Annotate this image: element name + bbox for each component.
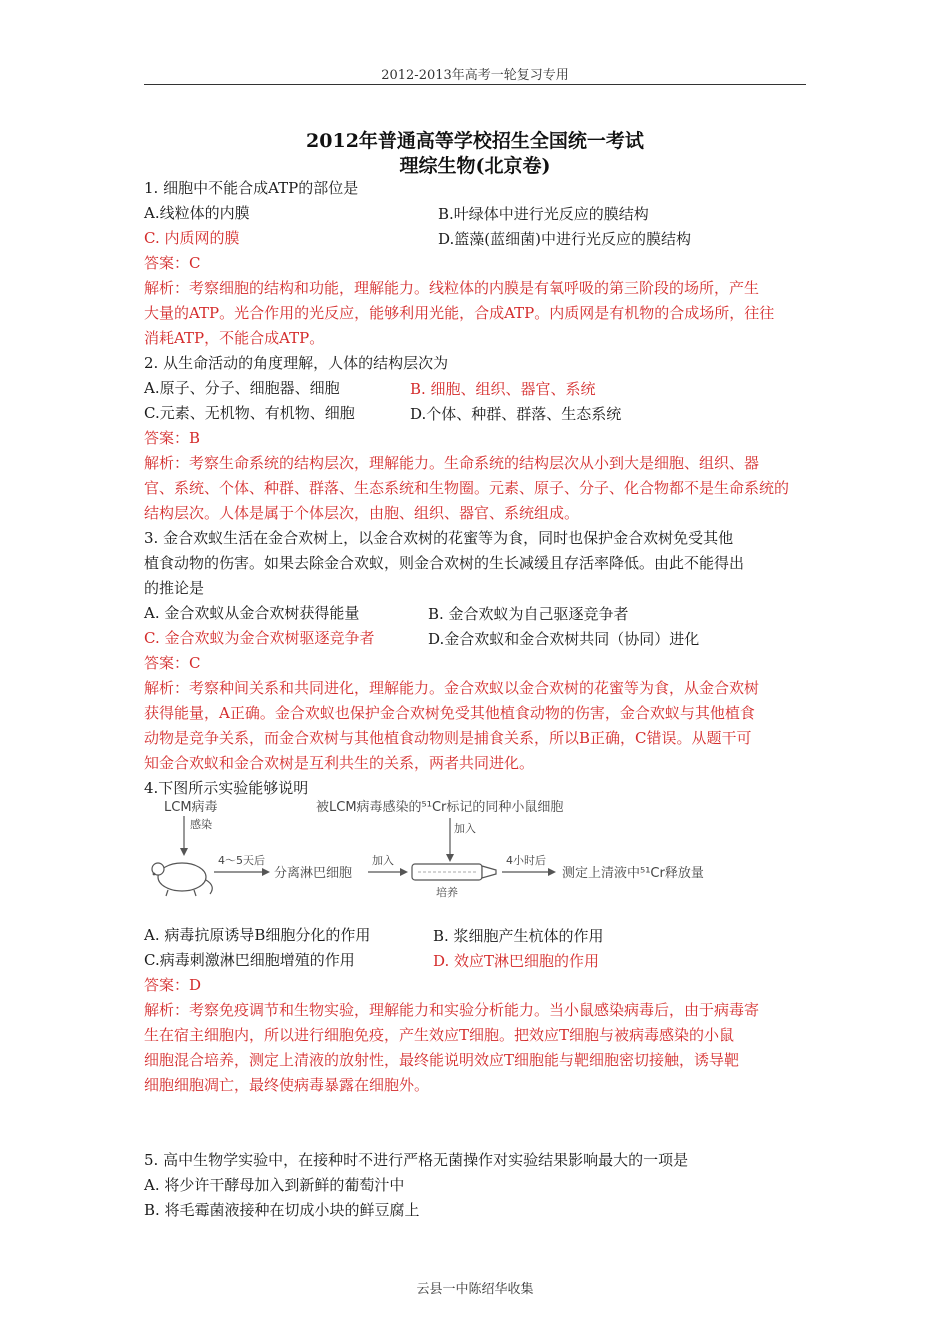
q1-answer: 答案：C bbox=[144, 254, 201, 272]
q1-option-b: B.叶绿体中进行光反应的膜结构 bbox=[438, 205, 649, 223]
q5-stem: 5. 高中生物学实验中，在接种时不进行严格无菌操作对实验结果影响最大的一项是 bbox=[144, 1151, 689, 1169]
q3-stem-1: 3. 金合欢蚁生活在金合欢树上，以金合欢树的花蜜等为食，同时也保护金合欢树免受其他 bbox=[144, 529, 734, 547]
q1-option-c: C. 内质网的膜 bbox=[144, 229, 240, 247]
q2-option-b: B. 细胞、组织、器官、系统 bbox=[410, 380, 596, 398]
q4-answer: 答案：D bbox=[144, 976, 202, 994]
fig-target-cell-label: 被LCM病毒感染的⁵¹Cr标记的同种小鼠细胞 bbox=[316, 800, 564, 815]
q2-option-a: A.原子、分子、细胞器、细胞 bbox=[144, 379, 340, 397]
q4-option-d: D. 效应T淋巴细胞的作用 bbox=[433, 952, 600, 970]
q1-explanation-2: 大量的ATP。光合作用的光反应，能够利用光能，合成ATP。内质网是有机物的合成场所，往往 bbox=[144, 304, 775, 322]
q4-option-c: C.病毒刺激淋巴细胞增殖的作用 bbox=[144, 951, 355, 969]
q4-stem: 4.下图所示实验能够说明 bbox=[144, 779, 309, 797]
q4-explanation-4: 细胞细胞凋亡，最终使病毒暴露在细胞外。 bbox=[144, 1076, 430, 1094]
header-rule bbox=[144, 84, 806, 85]
fig-add-label-v: 加入 bbox=[454, 822, 476, 835]
fig-culture-label: 培养 bbox=[436, 886, 458, 899]
q2-explanation-3: 结构层次。人体是属于个体层次，由胞、组织、器官、系统组成。 bbox=[144, 504, 580, 522]
mouse-icon bbox=[152, 863, 212, 896]
q4-option-a: A. 病毒抗原诱导B细胞分化的作用 bbox=[144, 926, 371, 944]
q1-stem: 1. 细胞中不能合成ATP的部位是 bbox=[144, 179, 359, 197]
q2-explanation-1: 解析：考察生命系统的结构层次，理解能力。生命系统的结构层次从小到大是细胞、组织、器 bbox=[144, 454, 760, 472]
page-header: 2012-2013年高考一轮复习专用 bbox=[381, 68, 569, 83]
fig-hours-label: 4小时后 bbox=[506, 854, 546, 867]
q2-option-d: D.个体、种群、群落、生态系统 bbox=[410, 405, 622, 423]
fig-measure-label: 测定上清液中⁵¹Cr释放量 bbox=[562, 866, 704, 881]
q3-explanation-4: 知金合欢蚁和金合欢树是互利共生的关系，两者共同进化。 bbox=[144, 754, 535, 772]
page-footer: 云县一中陈绍华收集 bbox=[416, 1282, 534, 1297]
fig-lymphocyte-label: 分离淋巴细胞 bbox=[274, 866, 353, 881]
test-tube-icon bbox=[412, 864, 496, 880]
q1-explanation-1: 解析：考察细胞的结构和功能，理解能力。线粒体的内膜是有氧呼吸的第三阶段的场所，产生 bbox=[144, 279, 760, 297]
q1-explanation-3: 消耗ATP，不能合成ATP。 bbox=[144, 329, 325, 347]
exam-title: 2012年普通高等学校招生全国统一考试 bbox=[306, 130, 644, 152]
q4-explanation-3: 细胞混合培养，测定上清液的放射性，最终能说明效应T细胞能与靶细胞密切接触，诱导靶 bbox=[144, 1051, 740, 1069]
q3-option-b: B. 金合欢蚁为自己驱逐竞争者 bbox=[428, 605, 629, 623]
q2-stem: 2. 从生命活动的角度理解，人体的结构层次为 bbox=[144, 354, 449, 372]
q3-answer: 答案：C bbox=[144, 654, 201, 672]
q3-explanation-1: 解析：考察种间关系和共同进化，理解能力。金合欢蚁以金合欢树的花蜜等为食，从金合欢树 bbox=[144, 679, 760, 697]
q3-explanation-3: 动物是竞争关系，而金合欢树与其他植食动物则是捕食关系，所以B正确，C错误。从题干可 bbox=[144, 729, 752, 747]
q1-option-a: A.线粒体的内膜 bbox=[144, 204, 250, 222]
fig-virus-label: LCM病毒 bbox=[164, 800, 218, 815]
experiment-diagram bbox=[150, 796, 730, 906]
q3-option-d: D.金合欢蚁和金合欢树共同（协同）进化 bbox=[428, 630, 700, 648]
q2-explanation-2: 官、系统、个体、种群、群落、生态系统和生物圈。元素、原子、分子、化合物都不是生命系统的 bbox=[144, 479, 790, 497]
q4-explanation-2: 生在宿主细胞内，所以进行细胞免疫，产生效应T细胞。把效应T细胞与被病毒感染的小鼠 bbox=[144, 1026, 735, 1044]
q2-answer: 答案：B bbox=[144, 429, 201, 447]
fig-days-label: 4～5天后 bbox=[218, 854, 265, 867]
q4-option-b: B. 浆细胞产生杭体的作用 bbox=[433, 927, 604, 945]
q3-stem-2: 植食动物的伤害。如果去除金合欢蚁，则金合欢树的生长减缓且存活率降低。由此不能得出 bbox=[144, 554, 745, 572]
q4-explanation-1: 解析：考察免疫调节和生物实验，理解能力和实验分析能力。当小鼠感染病毒后，由于病毒寄 bbox=[144, 1001, 760, 1019]
q1-option-d: D.篮藻(蓝细菌)中进行光反应的膜结构 bbox=[438, 230, 691, 248]
q5-option-a: A. 将少许干酵母加入到新鲜的葡萄汁中 bbox=[144, 1176, 405, 1194]
q3-option-a: A. 金合欢蚁从金合欢树获得能量 bbox=[144, 604, 360, 622]
exam-subtitle: 理综生物(北京卷) bbox=[399, 155, 551, 177]
fig-add-label-h: 加入 bbox=[372, 854, 394, 867]
q2-option-c: C.元素、无机物、有机物、细胞 bbox=[144, 404, 355, 422]
q3-explanation-2: 获得能量，A正确。金合欢蚁也保护金合欢树免受其他植食动物的伤害，金合欢蚁与其他植食 bbox=[144, 704, 755, 722]
q3-option-c: C. 金合欢蚁为金合欢树驱逐竞争者 bbox=[144, 629, 375, 647]
fig-infect-label: 感染 bbox=[190, 818, 212, 831]
q5-option-b: B. 将毛霉菌液接种在切成小块的鲜豆腐上 bbox=[144, 1201, 420, 1219]
q3-stem-3: 的推论是 bbox=[144, 579, 205, 597]
